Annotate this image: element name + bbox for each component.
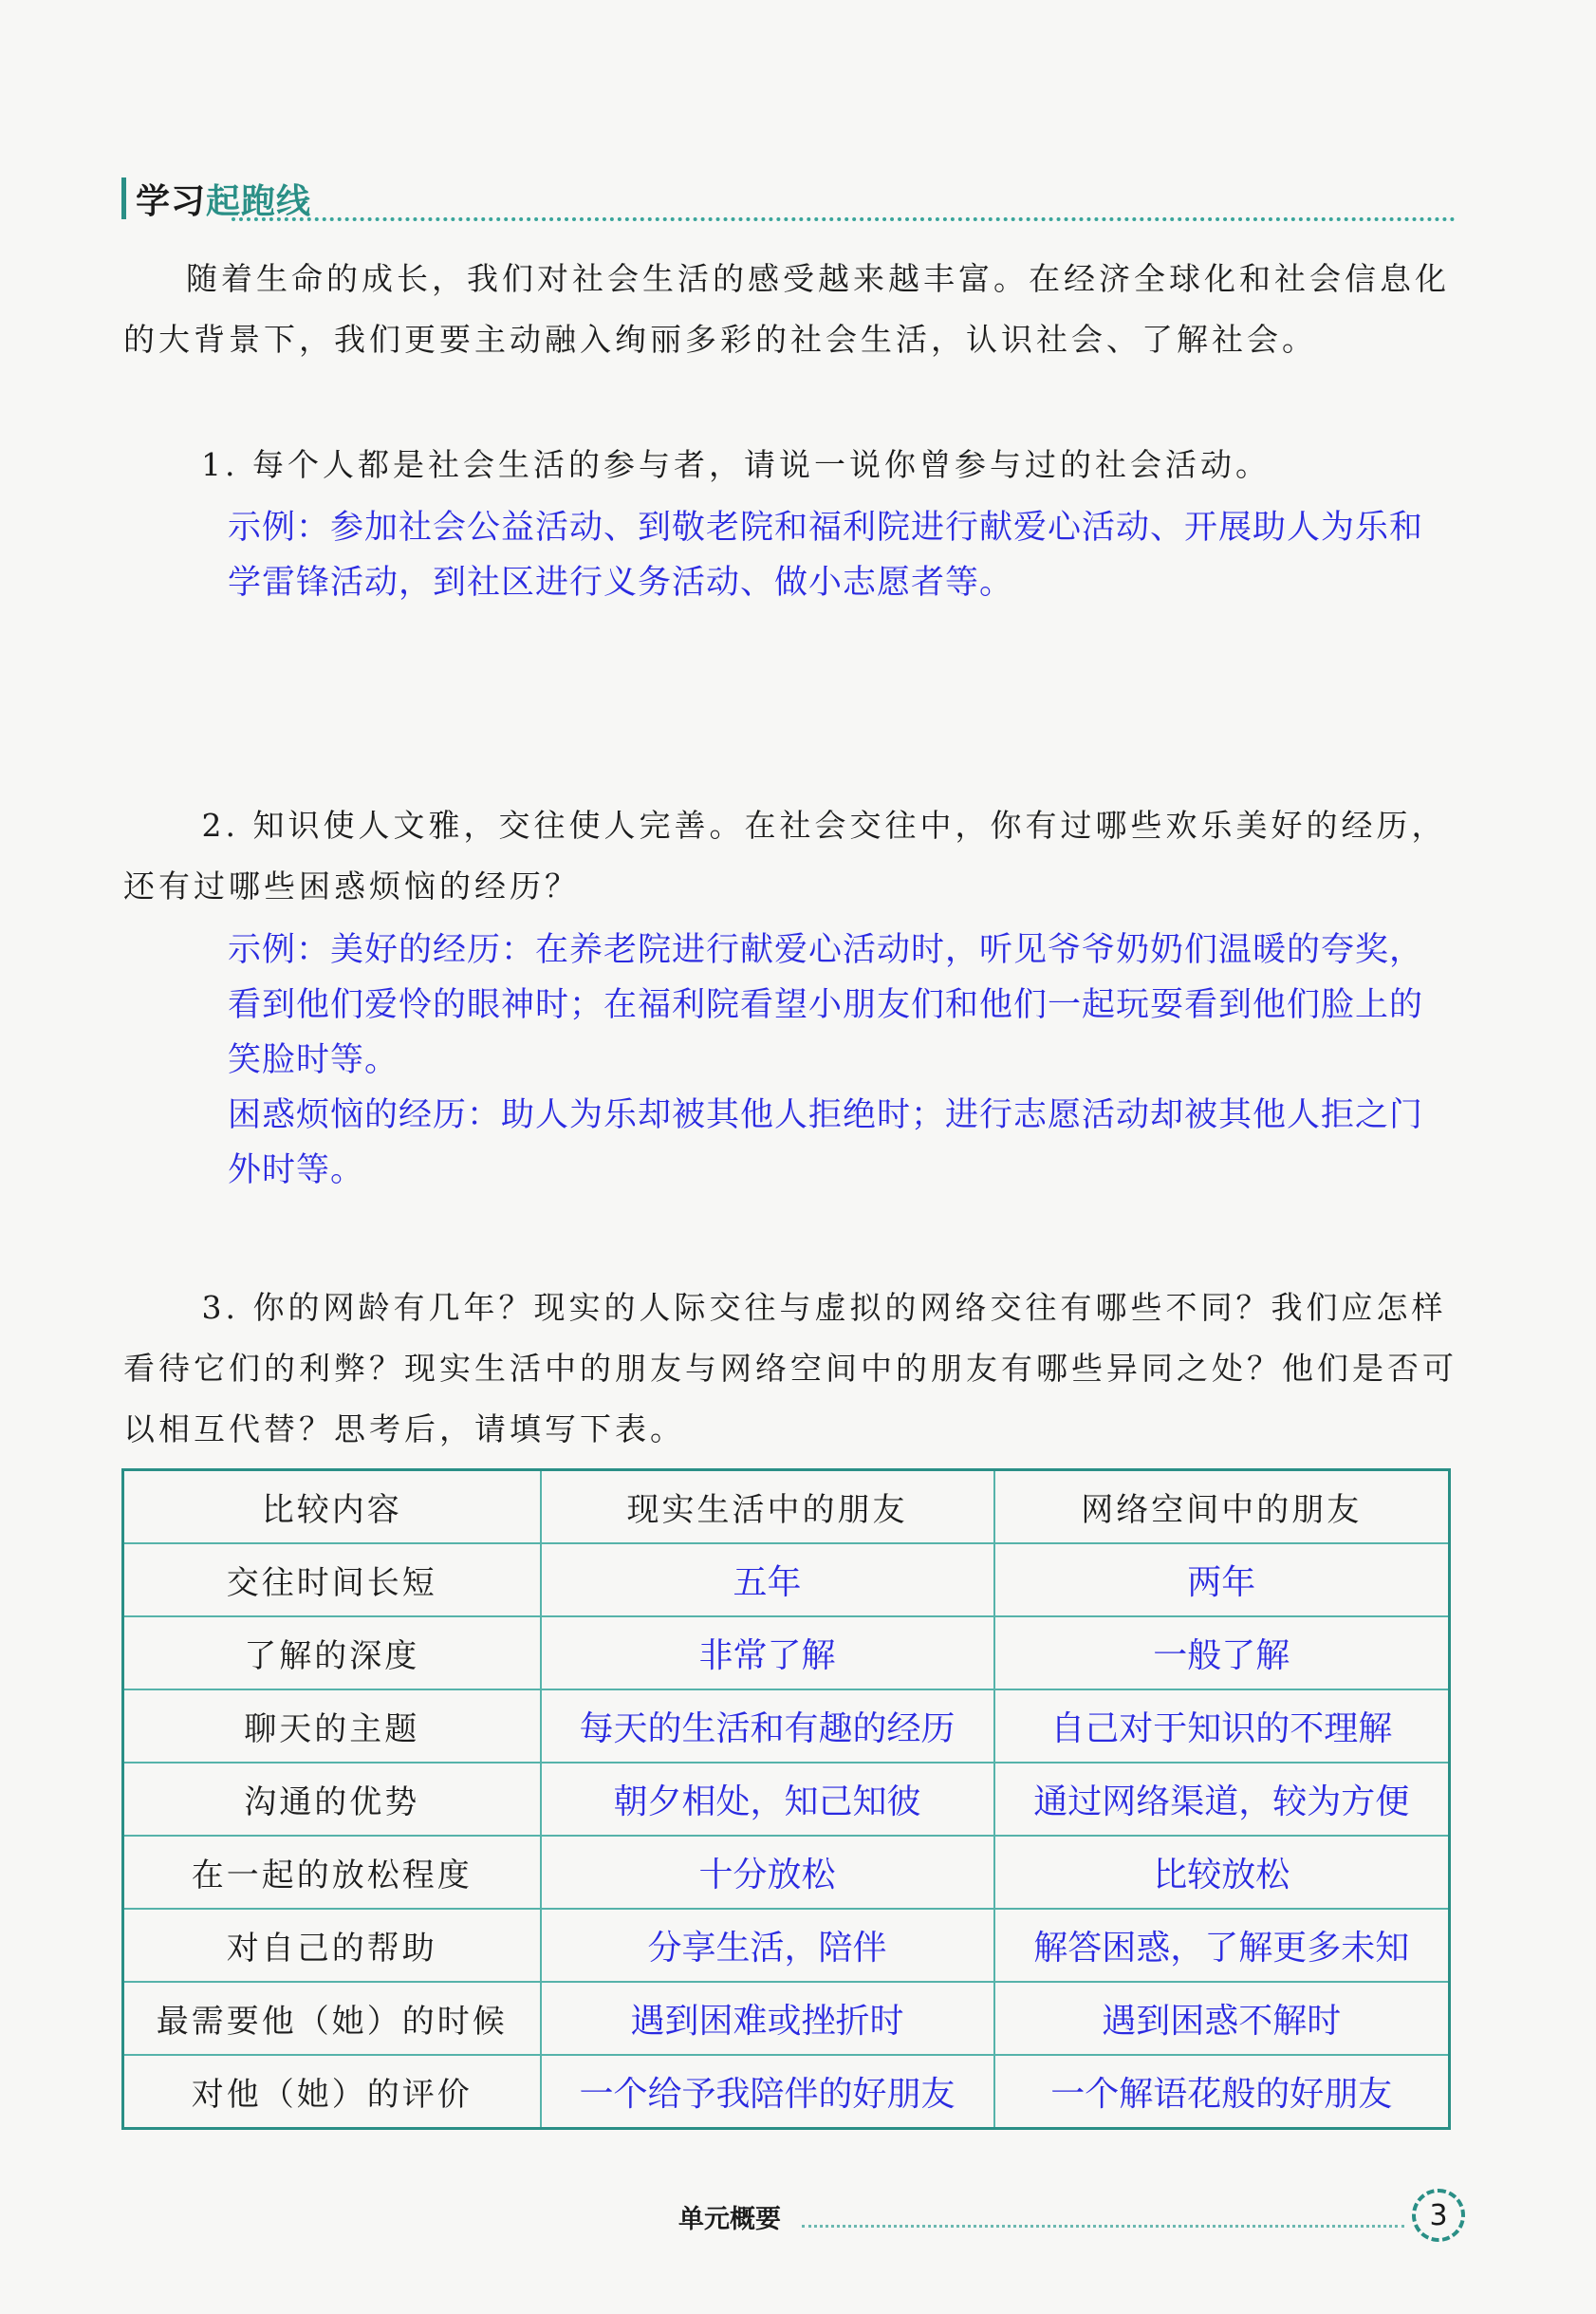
answer-cell: 一个解语花般的好朋友	[994, 2055, 1450, 2129]
table-row	[123, 1689, 1450, 1763]
header-accent-bar	[121, 177, 126, 219]
answer-cell: 一般了解	[994, 1616, 1450, 1689]
comparison-table	[121, 1468, 1451, 2130]
answer-cell: 两年	[994, 1543, 1450, 1616]
answer-cell: 遇到困惑不解时	[994, 1982, 1450, 2055]
row-label-cell: 了解的深度	[123, 1616, 541, 1689]
footer-dotted-rule	[802, 2225, 1404, 2228]
table-row	[123, 1763, 1450, 1836]
table-row	[123, 1982, 1450, 2055]
answer-cell: 一个给予我陪伴的好朋友	[541, 2055, 994, 2129]
answer-1: 示例：参加社会公益活动、到敬老院和福利院进行献爱心活动、开展助人为乐和学雷锋活动，到社区进行义务活动、做小志愿者等。	[228, 509, 1424, 602]
answer-cell: 分享生活，陪伴	[541, 1909, 994, 1982]
header-cell: 现实生活中的朋友	[541, 1470, 994, 1544]
header-cell: 比较内容	[123, 1470, 541, 1544]
section-title-part2: 起跑线	[206, 181, 312, 221]
page-number: 3	[1412, 2189, 1465, 2242]
section-header	[121, 173, 311, 224]
section-title-part1: 学习	[136, 181, 207, 221]
answer-2-good: 示例：美好的经历：在养老院进行献爱心活动时，听见爷爷奶奶们温暖的夸奖，看到他们爱怜的眼神时；在福利院看望小朋友们和他们一起玩耍看到他们脸上的笑脸时等。	[228, 931, 1424, 1079]
table-header-row	[123, 1470, 1450, 1544]
table-row	[123, 1616, 1450, 1689]
header-cell: 网络空间中的朋友	[994, 1470, 1450, 1544]
row-label-cell: 交往时间长短	[123, 1543, 541, 1616]
answer-cell: 比较放松	[994, 1836, 1450, 1909]
intro-paragraph: 随着生命的成长，我们对社会生活的感受越来越丰富。在经济全球化和社会信息化的大背景下，我们更要主动融入绚丽多彩的社会生活，认识社会、了解社会。	[123, 260, 1450, 358]
answer-cell: 朝夕相处，知己知彼	[541, 1763, 994, 1836]
answer-cell: 解答困惑，了解更多未知	[994, 1909, 1450, 1982]
answer-cell: 十分放松	[541, 1836, 994, 1909]
answer-cell: 自己对于知识的不理解	[994, 1689, 1450, 1763]
row-label-cell: 最需要他（她）的时候	[123, 1982, 541, 2055]
table-row	[123, 1836, 1450, 1909]
answer-cell: 遇到困难或挫折时	[541, 1982, 994, 2055]
question-2: 2. 知识使人文雅，交往使人完善。在社会交往中，你有过哪些欢乐美好的经历，还有过哪些困惑烦恼的经历？	[123, 807, 1447, 905]
question-3: 3. 你的网龄有几年？现实的人际交往与虚拟的网络交往有哪些不同？我们应怎样看待它们的利弊？现实生活中的朋友与网络空间中的朋友有哪些异同之处？他们是否可以相互代替？思考后，请填写下表。	[123, 1289, 1457, 1447]
question-1: 1. 每个人都是社会生活的参与者，请说一说你曾参与过的社会活动。	[201, 446, 1271, 483]
header-dotted-rule	[232, 217, 1456, 221]
answer-cell: 每天的生活和有趣的经历	[541, 1689, 994, 1763]
row-label-cell: 对他（她）的评价	[123, 2055, 541, 2129]
row-label-cell: 对自己的帮助	[123, 1909, 541, 1982]
table-row	[123, 2055, 1450, 2129]
row-label-cell: 沟通的优势	[123, 1763, 541, 1836]
row-label-cell: 聊天的主题	[123, 1689, 541, 1763]
answer-2	[228, 923, 1452, 1198]
table-row	[123, 1543, 1450, 1616]
answer-2-bad: 困惑烦恼的经历：助人为乐却被其他人拒绝时；进行志愿活动却被其他人拒之门外时等。	[228, 1096, 1424, 1189]
table-row	[123, 1909, 1450, 1982]
answer-cell: 五年	[541, 1543, 994, 1616]
answer-cell: 通过网络渠道，较为方便	[994, 1763, 1450, 1836]
footer-label: 单元概要	[678, 2205, 781, 2234]
answer-cell: 非常了解	[541, 1616, 994, 1689]
row-label-cell: 在一起的放松程度	[123, 1836, 541, 1909]
